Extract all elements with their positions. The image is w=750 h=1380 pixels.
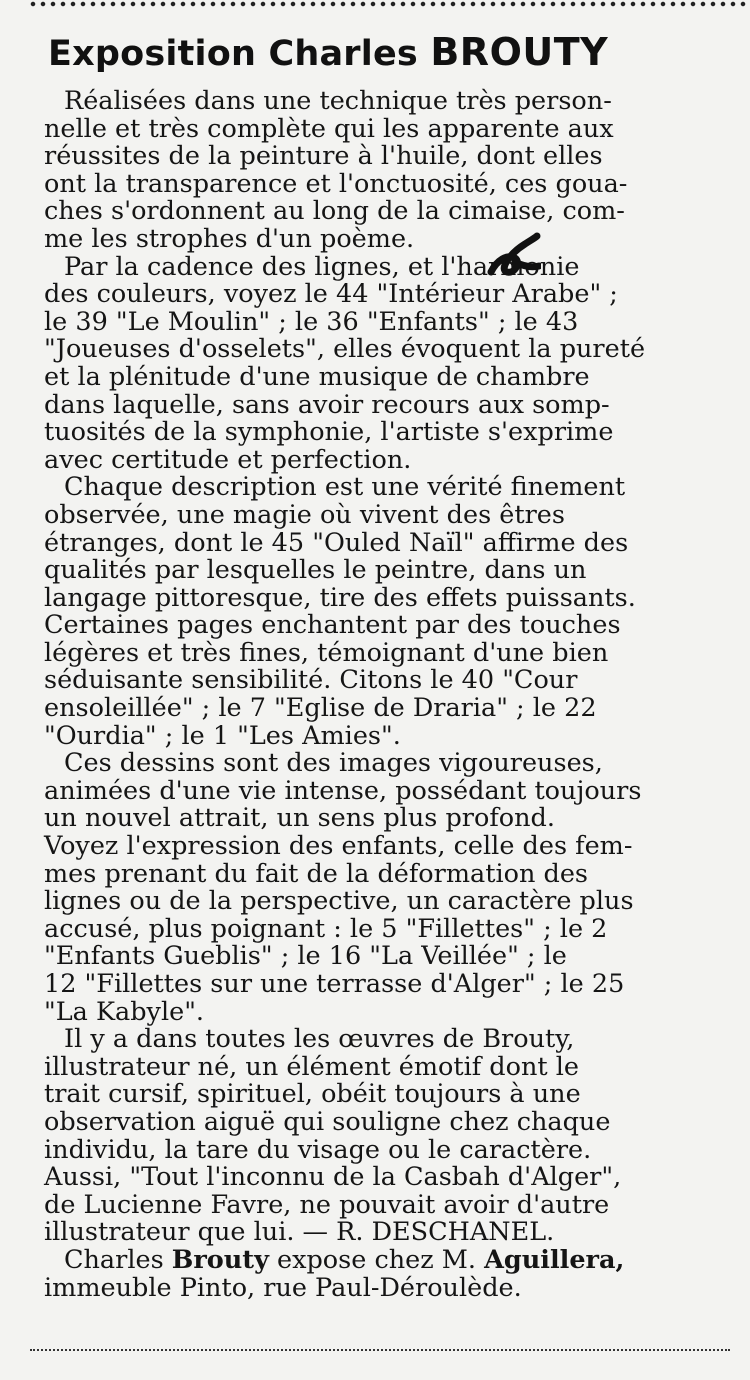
article-body xyxy=(44,88,724,1302)
closing-line-2: immeuble Pinto, rue Paul-Déroulède. xyxy=(44,1272,522,1303)
text-line: nelle et très complète qui les apparente aux xyxy=(44,113,614,144)
text-line: illustrateur que lui. — R. DESCHANEL. xyxy=(44,1217,555,1248)
text-line: Aussi, "Tout l'inconnu de la Casbah d'Alger", xyxy=(44,1162,622,1193)
text-line: Ces dessins sont des images vigoureuses, xyxy=(64,748,603,779)
text-line: animées d'une vie intense, possédant toujours xyxy=(44,775,642,806)
text-line: Par la cadence des lignes, et l'harmonie xyxy=(64,251,580,282)
text-line: séduisante sensibilité. Citons le 40 "Cour xyxy=(44,665,578,696)
text-line: Il y a dans toutes les œuvres de Brouty, xyxy=(64,1024,575,1055)
text-line: Réalisées dans une technique très person- xyxy=(64,86,612,116)
text-line: me les strophes d'un poème. xyxy=(44,223,415,254)
ink-scribble-mark xyxy=(485,232,541,282)
text-line: individu, la tare du visage ou le caractère. xyxy=(44,1134,592,1165)
text-line: illustrateur né, un élément émotif dont le xyxy=(44,1051,580,1082)
text-line: trait cursif, spirituel, obéit toujours à une xyxy=(44,1079,581,1110)
bottom-dotted-rule xyxy=(30,1345,730,1375)
text-line: ensoleillée" ; le 7 "Eglise de Draria" ; le 22 xyxy=(44,693,597,724)
text-line: langage pittoresque, tire des effets puissants. xyxy=(44,582,636,613)
text-line: Voyez l'expression des enfants, celle des fem- xyxy=(44,831,633,862)
text-line: observée, une magie où vivent des êtres xyxy=(44,499,565,530)
text-line: 12 "Fillettes sur une terrasse d'Alger" ; le 25 xyxy=(44,969,625,999)
text-line: légères et très fines, témoignant d'une bien xyxy=(44,637,609,668)
text-line: "La Kabyle". xyxy=(44,996,205,1027)
text-line: ches s'ordonnent au long de la cimaise, com- xyxy=(44,196,625,227)
closing-line-1: Charles Brouty expose chez M. Aguillera, xyxy=(64,1244,625,1275)
text-line: réussites de la peinture à l'huile, dont elles xyxy=(44,141,603,172)
text-line: mes prenant du fait de la déformation des xyxy=(44,858,589,889)
title-prefix: Exposition Charles xyxy=(48,34,418,74)
article-title xyxy=(48,30,738,74)
text-line: "Enfants Gueblis" ; le 16 "La Veillée" ; le xyxy=(44,941,567,972)
gallery-owner: Aguillera, xyxy=(484,1244,625,1275)
text-line: tuosités de la symphonie, l'artiste s'exprime xyxy=(44,417,614,448)
article-paragraphs xyxy=(44,88,724,1247)
artist-name: Brouty xyxy=(171,1244,269,1275)
text-line: dans laquelle, sans avoir recours aux somp- xyxy=(44,389,610,420)
text-line: étranges, dont le 45 "Ouled Naïl" affirme des xyxy=(44,527,629,558)
text-line: observation aiguë qui souligne chez chaque xyxy=(44,1106,611,1137)
text-line: lignes ou de la perspective, un caractère plus xyxy=(44,886,634,917)
text-line: un nouvel attrait, un sens plus profond. xyxy=(44,803,555,834)
closing-paragraph xyxy=(44,1244,724,1303)
text-line: des couleurs, voyez le 44 "Intérieur Arabe" ; xyxy=(44,279,618,310)
text-line: accusé, plus poignant : le 5 "Fillettes" ; le 2 xyxy=(44,913,608,944)
text-line: "Ourdia" ; le 1 "Les Amies". xyxy=(44,720,401,751)
text-line: le 39 "Le Moulin" ; le 36 "Enfants" ; le 43 xyxy=(44,306,579,337)
text-line: avec certitude et perfection. xyxy=(44,444,412,475)
text-line: ont la transparence et l'onctuosité, ces goua- xyxy=(44,168,628,199)
top-dotted-rule xyxy=(28,0,748,8)
text-line: de Lucienne Favre, ne pouvait avoir d'autre xyxy=(44,1189,610,1220)
text-line: Chaque description est une vérité finement xyxy=(64,472,626,503)
text-line: qualités par lesquelles le peintre, dans un xyxy=(44,555,587,586)
text-line: Certaines pages enchantent par des touches xyxy=(44,610,621,641)
text-line: et la plénitude d'une musique de chambre xyxy=(44,361,590,392)
title-name: BROUTY xyxy=(430,30,609,74)
text-line: "Joueuses d'osselets", elles évoquent la pureté xyxy=(44,334,646,365)
